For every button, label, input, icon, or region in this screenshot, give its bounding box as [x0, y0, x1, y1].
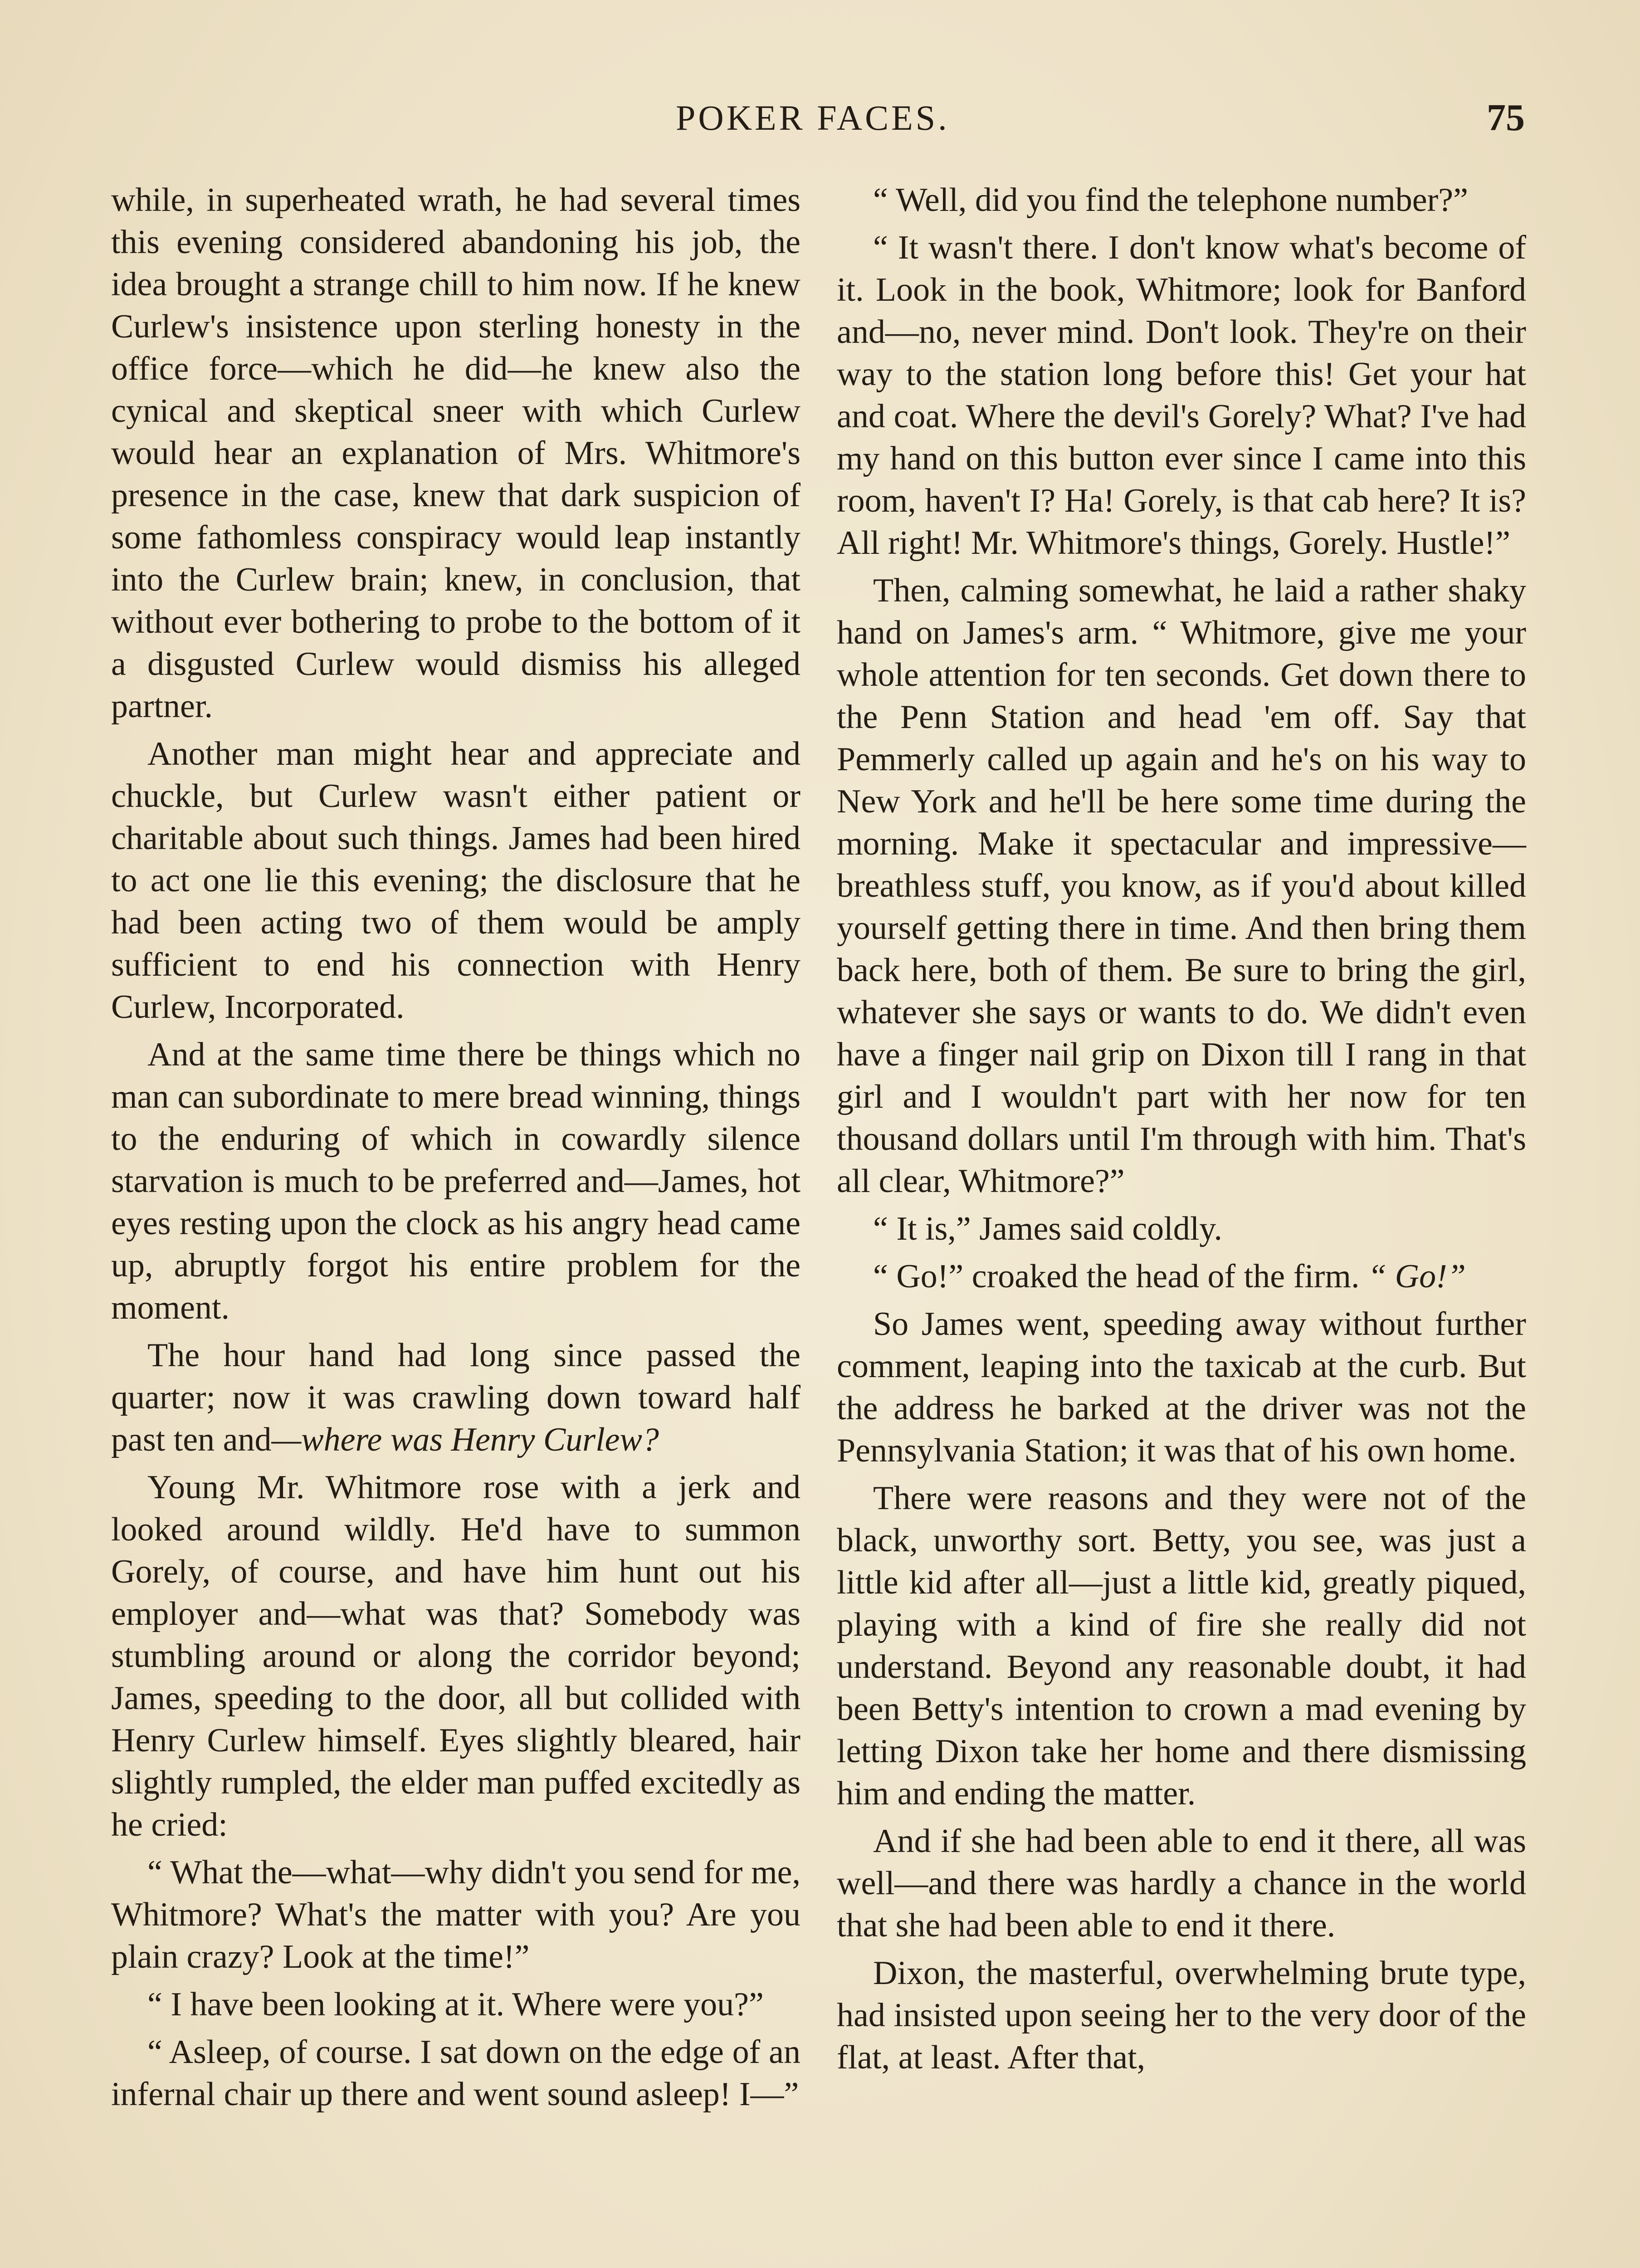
italic-text: “ Go!” — [1368, 1258, 1466, 1295]
left-column — [111, 179, 800, 2121]
paragraph: Then, calming somewhat, he laid a rather shaky hand on James's arm. “ Whitmore, give me your whole attention for ten seconds. Get down there to the Penn Station and head 'em off. Say that Pemmerly called up again and he's on his way to New York and he'll be here some time during the morning. Make it spectacular and impressive—breathless stuff, you know, as if you'd about killed yourself getting there in time. And then bring them back here, both of them. Be sure to bring the girl, whatever she says or wants to do. We didn't even have a finger nail grip on Dixon till I rang in that girl and I wouldn't part with her now for ten thousand dollars until I'm through with him. That's all clear, Whitmore?” — [837, 572, 1526, 1200]
paragraph — [837, 1256, 1526, 1298]
running-title: POKER FACES. — [676, 98, 950, 137]
paragraph-text: The hour hand had long since passed the quarter; now it was crawling down toward half past ten and — [111, 1337, 800, 1458]
paragraph: Dixon, the masterful, overwhelming brute type, had insisted upon seeing her to the very door of the flat, at least. After that, — [837, 1955, 1526, 2076]
paragraph: Another man might hear and appreciate and chuckle, but Curlew wasn't either patient or charitable about such things. James had been hired to act one lie this evening; the disclosure that he had been acting two of them would be amply sufficient to end his connection with Henry Curlew, Incorporated. — [111, 735, 800, 1026]
paragraph: “ It wasn't there. I don't know what's become of it. Look in the book, Whitmore; look for Banford and—no, never mind. Don't look. They're on their way to the station long before this! Get your hat and coat. Where the devil's Gorely? What? I've had my hand on this button ever since I came into this room, haven't I? Ha! Gorely, is that cab here? It is? All right! Mr. Whitmore's things, Gorely. Hustle!” — [837, 229, 1526, 562]
paragraph-text: “ Go!” croaked the head of the firm. — [873, 1258, 1360, 1295]
right-column — [837, 179, 1526, 2084]
paragraph: “ It is,” James said coldly. — [873, 1210, 1222, 1247]
italic-text: —where was Henry Curlew? — [271, 1421, 659, 1458]
paragraph: There were reasons and they were not of the black, unworthy sort. Betty, you see, was just a little kid after all—just a little kid, greatly piqued, playing with a kind of fire she really did not understand. Beyond any reasonable doubt, it had been Betty's intention to crown a mad evening by letting Dixon take her home and there dismissing him and ending the matter. — [837, 1480, 1526, 1812]
paragraph — [111, 1334, 800, 1461]
running-head — [0, 93, 1640, 143]
paragraph: And if she had been able to end it there, all was well—and there was hardly a chance in the world that she had been able to end it there. — [837, 1823, 1526, 1944]
page-number: 75 — [1487, 97, 1525, 139]
paragraph: “ What the—what—why didn't you send for me, Whitmore? What's the matter with you? Are you plain crazy? Look at the time!” — [111, 1854, 800, 1975]
paragraph: “ Well, did you find the telephone number?” — [873, 181, 1468, 219]
paragraph: while, in superheated wrath, he had several times this evening considered abandoning his job, the idea brought a strange chill to him now. If he knew Curlew's insistence upon sterling honesty in the office force—which he did—he knew also the cynical and skeptical sneer with which Curlew would hear an explanation of Mrs. Whitmore's presence in the case, knew that dark suspicion of some fathomless conspiracy would leap instantly into the Curlew brain; knew, in conclusion, that without ever bothering to probe to the bottom of it a disgusted Curlew would dismiss his alleged partner. — [111, 181, 800, 725]
paragraph: “ I have been looking at it. Where were you?” — [147, 1986, 764, 2023]
paragraph: So James went, speeding away without further comment, leaping into the taxicab at the curb. But the address he barked at the driver was not the Pennsylvania Station; it was that of his own home. — [837, 1305, 1526, 1469]
paragraph: “ Asleep, of course. I sat down on the edge of an infernal chair up there and went sound asleep! I—” — [111, 2033, 800, 2113]
paragraph: Young Mr. Whitmore rose with a jerk and looked around wildly. He'd have to summon Gorely, of course, and have him hunt out his employer and—what was that? Somebody was stumbling around or along the corridor beyond; James, speeding to the door, all but collided with Henry Curlew himself. Eyes slightly bleared, hair slightly rumpled, the elder man puffed excitedly as he cried: — [111, 1469, 800, 1843]
paragraph: And at the same time there be things which no man can subordinate to mere bread winning, things to the enduring of which in cowardly silence starvation is much to be preferred and—James, hot eyes resting upon the clock as his angry head came up, abruptly forgot his entire problem for the moment. — [111, 1036, 800, 1326]
